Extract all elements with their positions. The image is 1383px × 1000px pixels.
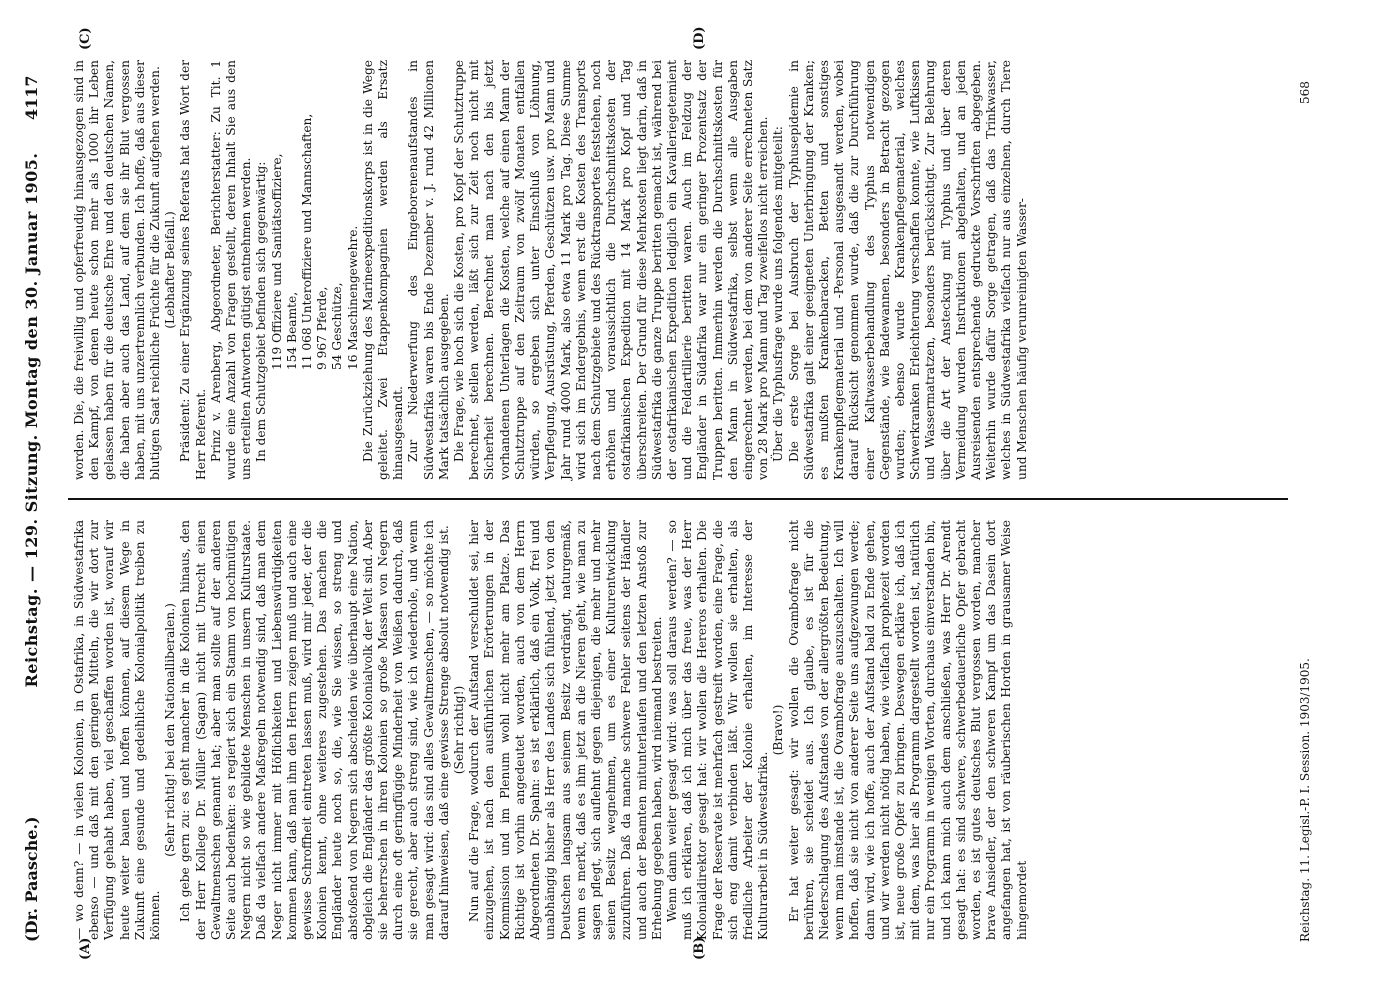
margin-marker-a: (A) [78,937,93,960]
right-text-column [72,60,1030,480]
right-column-list-item: 54 Geschütze, [330,282,345,370]
page-number: 4117 [22,75,41,120]
left-column-interjection: (Sehr richtig! bei den Nationalliberalen.) [163,603,178,857]
right-column-paragraph: Über die Typhusfrage wurde uns folgendes mitgeteilt: [771,126,786,462]
page-header [0,0,60,1000]
margin-marker-d: (D) [692,26,707,50]
left-column-paragraph: Er hat weiter gesagt: wir wollen die Ovambofrage nicht berühren, sie scheidet aus. Ich glaube, es ist für die Niederschlagung des Aufstandes von der allergrößten Bedeutung, wenn man imstande ist, die Ovambofrage auszuschalten. Ich will hoffen, daß sie nicht von anderer Seite uns aufgezwungen werde; dann wird, wie ich hoffe, auch der Aufstand bald zu Ende gehen, und wir werden nicht nötig haben, wie vielfach prophezeit worden ist, neue große Opfer zu bringen. Deswegen erkläre ich, daß ich mit dem, was hier als Programm dargestellt worden ist, natürlich nur ein Programm in wenigen Worten, durchaus einverstanden bin, und ich kann mich auch dem anschließen, was Herr Dr. Arendt gesagt hat: es sind schwere, schwerbedauerliche Opfer gebracht worden, es ist gutes deutsches Blut vergossen worden, mancher brave Ansiedler, der den schweren Kampf um das Dasein dort angefangen hat, ist von räuberischen Horden in grausamer Weise hingemordet [786,520,1029,940]
right-column-list-item: 11 068 Unteroffiziere und Mannschaften, [300,113,315,370]
left-column-paragraph: Ich gebe gern zu: es geht mancher in die Kolonien hinaus, den der Herr Kollege Dr. Müller (Sagan) nicht mit Unrecht einen Gewaltmenschen genannt hat; aber man sollte auf der anderen Seite auch bedenken: es regiert sich ein Stamm von hochmütigen Negern nicht so wie gebildete Menschen in unsern Kulturstaate. Daß da vielfach andere Maßregeln notwendig sind, daß man dem Neger nicht immer mit Höflichkeiten und Liebenswürdigkeiten kommen kann, daß man ihm den Herrn zeigen muß und auch eine gewisse Schroffheit eintreten lassen muß, wird mir jeder, der die Kolonien kennt, ohne weiteres zugestehen. Das machen die Engländer heute noch so, die, wie Sie wissen, so streng und abstoßend von Negern sich abscheiden wie überhaupt eine Nation, obgleich die Engländer das größte Kolonialvolk der Welt sind. Aber sie beherrschen in ihren Kolonien so große Massen von Negern durch eine oft geringfügige Minderheit von Weißen dadurch, daß sie gerecht, aber auch streng sind, wie ich wiederhole, und wenn man gesagt wird: das sind alles Gewaltmenschen, — so möchte ich darauf hinweisen, daß eine gewisse Strenge absolut notwendig ist. [178,520,451,940]
left-column-interjection: (Bravo!) [771,704,786,756]
right-column-list-item: 154 Beamte, [284,291,299,370]
right-column-paragraph: In dem Schutzgebiet befinden sich gegenwärtig: [254,161,269,462]
right-column-list-item: 9 967 Pferde, [315,286,330,370]
left-text-column [72,520,1030,940]
right-column-list-item: 16 Maschinengewehre. [345,225,360,370]
footer-sheet-number: 568 [1298,81,1312,104]
column-divider [68,498,1288,500]
right-column-paragraph: Präsident: Zu einer Ergänzung seines Referats hat das Wort der Herr Referent. [178,60,208,480]
right-column-paragraph: Die Zurückziehung des Marineexpeditionskorps ist in die Wege geleitet. Zwei Etappenkompagnien werden als Ersatz hinausgesandt. [360,60,406,480]
page-title: Reichstag. — 129. Sitzung. Montag den 30. Januar 1905. [22,152,41,688]
margin-marker-b: (B) [692,936,707,960]
left-column-paragraph: Wenn dann weiter gesagt wird: was soll daraus werden? — so muß ich erklären, daß ich mich über das freue, was der Herr Kolonialdirektor gesagt hat: wir wollen die Hereros erhalten. Die Frage der Reservate ist mehrfach gestreift worden, eine Frage, die sich eng damit verbinden läßt. Wir wollen sie erhalten, als friedliche Arbeiter der Kolonie erhalten, im Interesse der Kulturarbeit in Südwestafrika. [664,520,771,940]
right-column-paragraph: Die Frage, wie hoch sich die Kosten, pro Kopf der Schutztruppe berechnet, stellen werden, läßt sich zur Zeit noch nicht mit Sicherheit berechnen. Berechnet man nach den bis jetzt vorhandenen Unterlagen die Kosten, welche auf einen Mann der Schutztruppe auf den Zeitraum von zwölf Monaten entfallen würden, so ergeben sich unter Einschluß von Löhnung, Verpflegung, Ausrüstung, Pferden, Geschützen usw. pro Mann und Jahr rund 4000 Mark, also etwa 11 Mark pro Tag. Diese Summe wird sich im Endergebnis, wenn erst die Kosten des Transports nach dem Schutzgebiete und des Rücktransportes feststehen, noch erhöhen und voraussichtlich die Durchschnittskosten der ostafrikanischen Expedition mit 14 Mark pro Kopf und Tag überschreiten. Der Grund für diese Mehrkosten liegt darin, daß in Südwestafrika die ganze Truppe beritten gemacht ist, während bei der ostafrikanischen Expedition lediglich ein Kavalleriegetemient und die Feldartillerie beritten waren. Auch im Feldzug der Engländer in Südafrika war nur ein geringer Prozentsatz der Truppen beritten. Immerhin werden die Durchschnittskosten für den Mann in Südwestafrika, selbst wenn alle Ausgaben eingerechnet werden, bei dem von anderer Seite errechneten Satz von 28 Mark pro Mann und Tag zweifellos nicht erreichen. [452,60,771,480]
left-column-paragraph: Nun auf die Frage, wodurch der Aufstand verschuldet sei, hier einzugehen, ist nach den ausführlichen Erörterungen in der Kommission und im Plenum wohl nicht mehr am Platze. Das Richtige ist vorhin angedeutet worden, auch von dem Herrn Abgeordneten Dr. Spahn: es ist erklärlich, daß ein Volk, frei und unabhängig bisher als Herr des Landes sich fühlend, jetzt von den Deutschen langsam aus seinem Besitz verdrängt, naturgemäß, wenn es merkt, daß es ihm jetzt an die Nieren geht, wie man zu sagen pflegt, sich auflehnt gegen diejenigen, die mehr und mehr seinen Besitz wegnehmen, um es einer Kulturentwicklung zuzuführen. Daß da manche schwere Fehler seitens der Händler und auch der Beamten mitunterlaufen und den letzten Anstoß zur Erhebung gegeben haben, wird niemand bestreiten. [467,520,664,940]
left-column-paragraph: — wo denn? — in vielen Kolonien, in Ostafrika, in Südwestafrika ebenso — und daß mit den geringen Mitteln, die wir dort zur Verfügung gehabt haben, viel geschaffen worden ist, worauf wir heute weiter bauen und hoffen können, auf diesem Wege in Zukunft eine gesunde und gedeihliche Kolonialpolitik treiben zu können. [72,520,163,940]
speaker-reference: (Dr. Paasche.) [22,816,41,942]
footer-session-info: Reichstag. 11. Legisl.-P. I. Session. 1903/1905. [1298,658,1312,942]
right-column-paragraph: Die erste Sorge bei Ausbruch der Typhusepidemie in Südwestafrika galt einer geeigneten Unterbringung der Kranken; es mußten Krankenbaracken, Betten und sonstiges Krankenpflegematerial und -Personal ausgesandt werden, wobei darauf Rücksicht genommen wurde, daß die zur Durchführung einer Kaltwasserbehandlung des Typhus notwendigen Gegenstände, wie Badewannen, besonders in Betracht gezogen wurden; ebenso wurde Krankenpflegematerial, welches Schwerkranken Erleichterung verschaffen konnte, wie Luftkissen und Wassermatratzen, besonders berücksichtigt. Zur Belehrung über die Art der Ansteckung mit Typhus und über deren Vermeidung wurden Instruktionen abgehalten, und an jeden Ausreisenden entsprechende gedruckte Vorschriften abgegeben. Weiterhin wurde dafür Sorge getragen, daß das Trinkwasser, welches in Südwestafrika vielfach nur aus einzelnen, durch Tiere und Menschen häufig verunreinigten Wasser- [786,60,1029,480]
margin-marker-c: (C) [78,27,93,50]
right-column-paragraph: worden. Die, die freiwillig und opferfreudig hinausgezogen sind in den Kampf, von denen heute schon mehr als 1000 ihr Leben gelassen haben für die deutsche Ehre und den deutschen Namen, die haben aber auch das Land, auf dem sie ihr Blut vergossen haben, mit uns unzertrennlich verbunden. Ich hoffe, daß aus dieser blutigen Saat reichliche Früchte für die Zukunft aufgehen werden. [72,60,163,480]
right-column-interjection: (Lebhafter Beifall.) [163,211,178,329]
left-column-interjection: (Sehr richtig!) [452,685,467,775]
right-column-list-item: 119 Offiziere und Sanitätsoffiziere, [269,153,284,370]
right-column-paragraph: Zur Niederwerfung des Eingeborenenaufstandes in Südwestafrika waren bis Ende Dezember v. J. rund 42 Millionen Mark tatsächlich ausgegeben. [406,60,451,480]
right-column-paragraph: Prinz v. Arenberg, Abgeordneter, Berichterstatter: Zu Tit. 1 wurde eine Anzahl von Fragen gestellt, deren Inhalt Sie aus den uns erteilten Antworten gütigst entnehmen werden. [208,60,254,480]
